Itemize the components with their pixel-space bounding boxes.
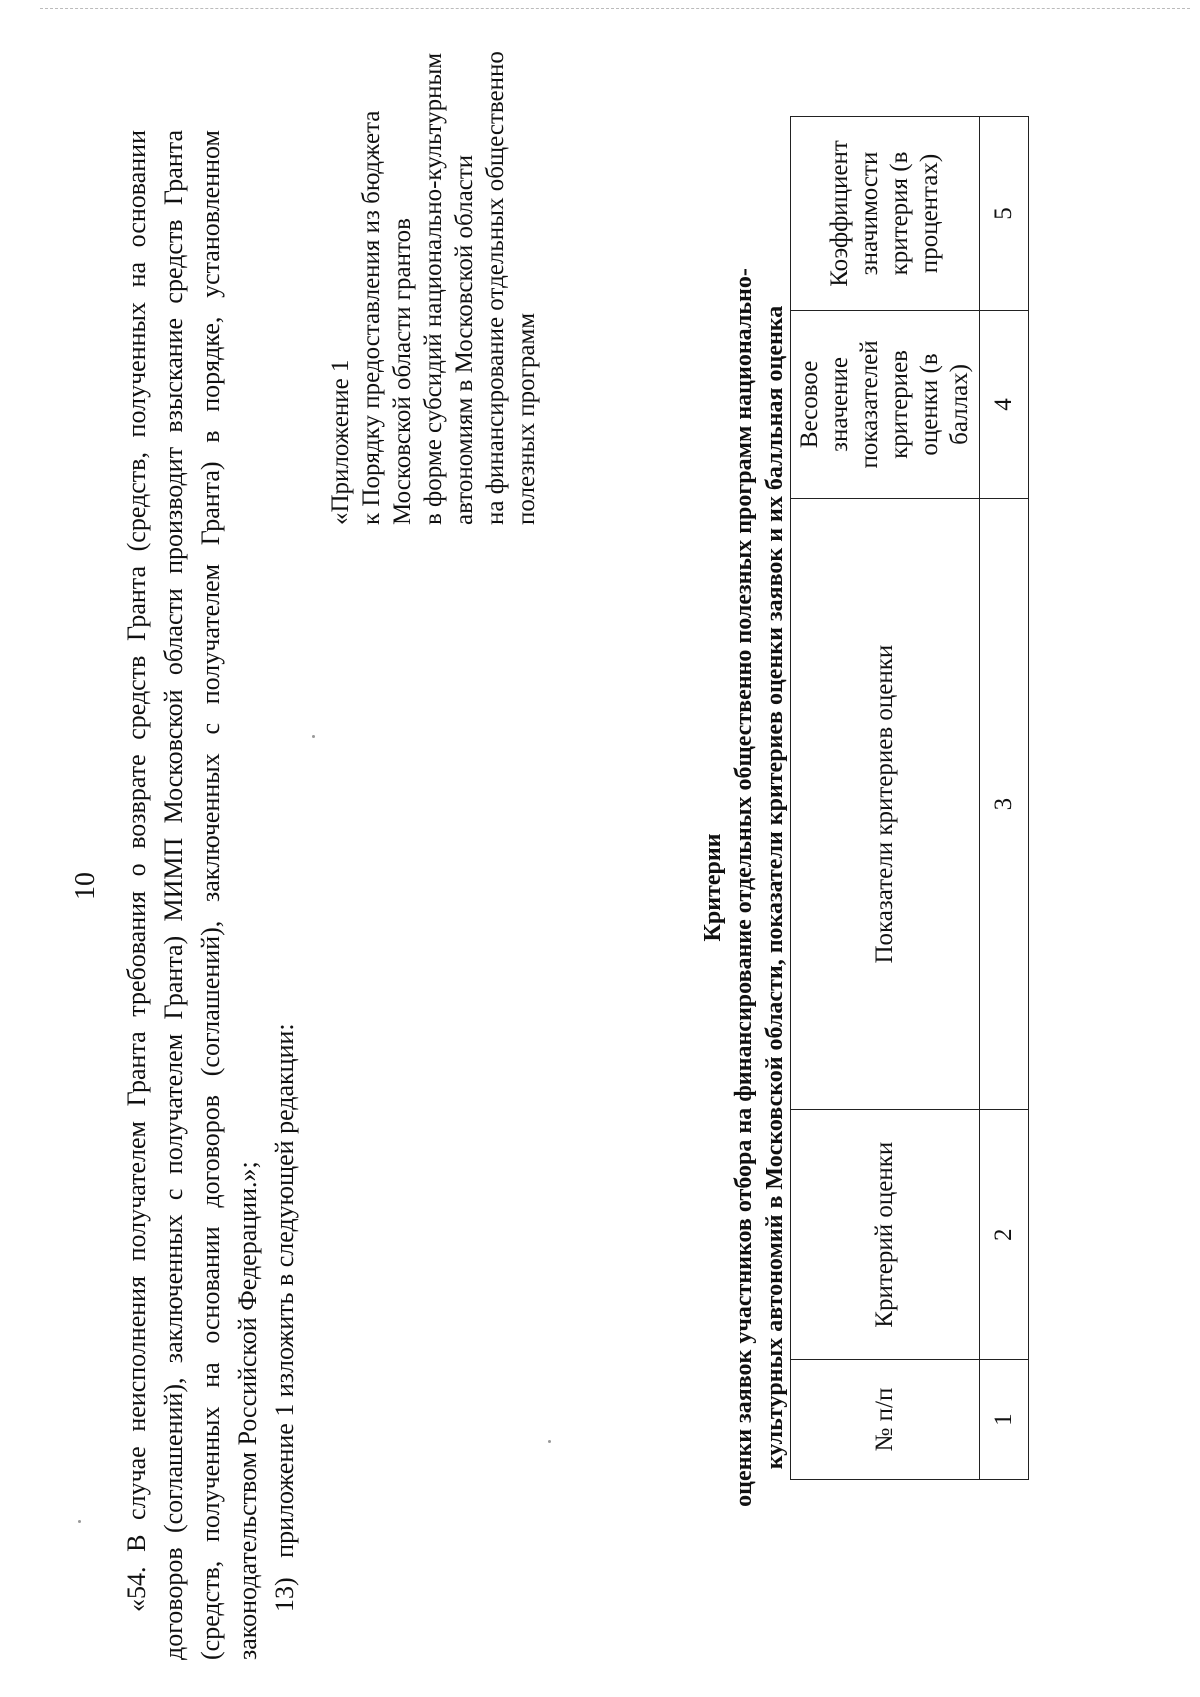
table-header-row [791, 117, 980, 1480]
annex-line: на финансирование отдельных общественно [482, 51, 509, 525]
annex-line: Московской области грантов [389, 218, 416, 525]
scan-speck [78, 1520, 81, 1523]
annex-line: автономиям в Московской области [451, 154, 478, 525]
paragraph-54: «54. В случае неисполнения получателем Гранта требования о возврате средств Гранта (средств, полученных на основании договоров (соглашений), заключенных с получателем Гранта) МИМП Московской области производит взыскание средств Гранта (средств, полученных на основании договоров (соглашений), заключенных с получателем Гранта) в порядке, установленном законодательством Российской Федерации.»; [122, 130, 262, 1660]
rotated-page-content [70, 51, 1070, 1660]
item-13: 13) приложение 1 изложить в следующей редакции: [270, 1023, 299, 1612]
annex-header [325, 51, 542, 525]
header-cell-number: № п/п [791, 1360, 980, 1480]
scan-speck [312, 735, 315, 738]
criteria-heading [698, 115, 791, 1660]
criteria-title: Критерии [700, 833, 726, 942]
column-number-cell: 5 [980, 117, 1029, 311]
criteria-table [790, 116, 1029, 1480]
column-number-cell: 3 [980, 498, 1029, 1109]
header-cell-weight: Весовое значение показателей критериев оценки (в баллах) [791, 310, 980, 498]
body-text [118, 130, 303, 1660]
criteria-subtitle-line2: культурных автономий в Московской области, показатели критериев оценки заявок и их балльная оценка [762, 305, 788, 1470]
annex-line: к Порядку предоставления из бюджета [358, 110, 385, 525]
scan-speck [548, 1440, 551, 1443]
annex-line: в форме субсидий национально-культурным [420, 52, 447, 525]
annex-line: полезных программ [513, 312, 540, 525]
header-cell-indicators: Показатели критериев оценки [791, 498, 980, 1109]
header-cell-criterion: Критерий оценки [791, 1110, 980, 1360]
page-number: 10 [70, 872, 101, 900]
annex-line: «Приложение 1 [327, 359, 354, 525]
column-number-cell: 1 [980, 1360, 1029, 1480]
scan-top-edge [40, 8, 1190, 9]
column-number-cell: 4 [980, 310, 1029, 498]
header-cell-coefficient: Коэффициент значимости критерия (в процентах) [791, 117, 980, 311]
table-row [980, 117, 1029, 1480]
criteria-subtitle-line1: оценки заявок участников отбора на финансирование отдельных общественно полезных программ национально- [731, 268, 757, 1507]
column-number-cell: 2 [980, 1110, 1029, 1360]
